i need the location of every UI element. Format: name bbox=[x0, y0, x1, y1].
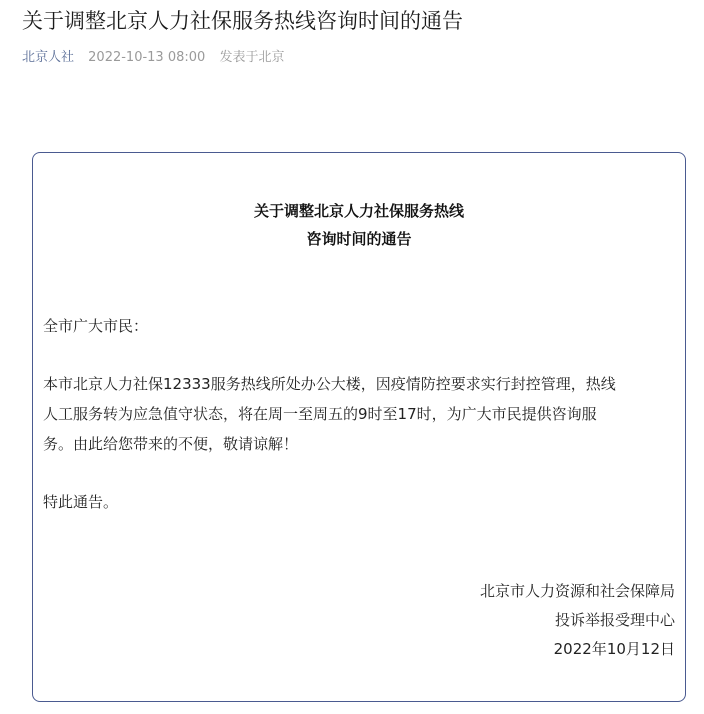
publish-date: 2022-10-13 08:00 bbox=[88, 50, 206, 65]
notice-body-line: 本市北京人力社保12333服务热线所处办公大楼，因疫情防控要求实行封控管理，热线 bbox=[43, 375, 616, 393]
notice-salutation: 全市广大市民： bbox=[43, 317, 149, 335]
notice-closing: 特此通告。 bbox=[43, 493, 119, 511]
notice-body bbox=[43, 369, 677, 459]
notice-heading-line2: 咨询时间的通告 bbox=[306, 230, 412, 248]
notice-signature bbox=[480, 577, 675, 664]
notice-heading-line1: 关于调整北京人力社保服务热线 bbox=[253, 202, 464, 220]
signature-date: 2022年10月12日 bbox=[553, 640, 675, 658]
author-link[interactable]: 北京人社 bbox=[22, 50, 75, 65]
signature-dept: 投诉举报受理中心 bbox=[554, 611, 675, 629]
notice-heading bbox=[33, 197, 685, 253]
publish-location: 发表于北京 bbox=[219, 50, 285, 65]
article-meta bbox=[22, 48, 284, 68]
notice-body-line: 人工服务转为应急值守状态，将在周一至周五的9时至17时，为广大市民提供咨询服 bbox=[43, 405, 597, 423]
notice-box bbox=[32, 152, 686, 702]
notice-body-line: 务。由此给您带来的不便，敬请谅解！ bbox=[43, 435, 299, 453]
signature-org: 北京市人力资源和社会保障局 bbox=[479, 582, 675, 600]
article-title: 关于调整北京人力社保服务热线咨询时间的通告 bbox=[22, 9, 463, 33]
